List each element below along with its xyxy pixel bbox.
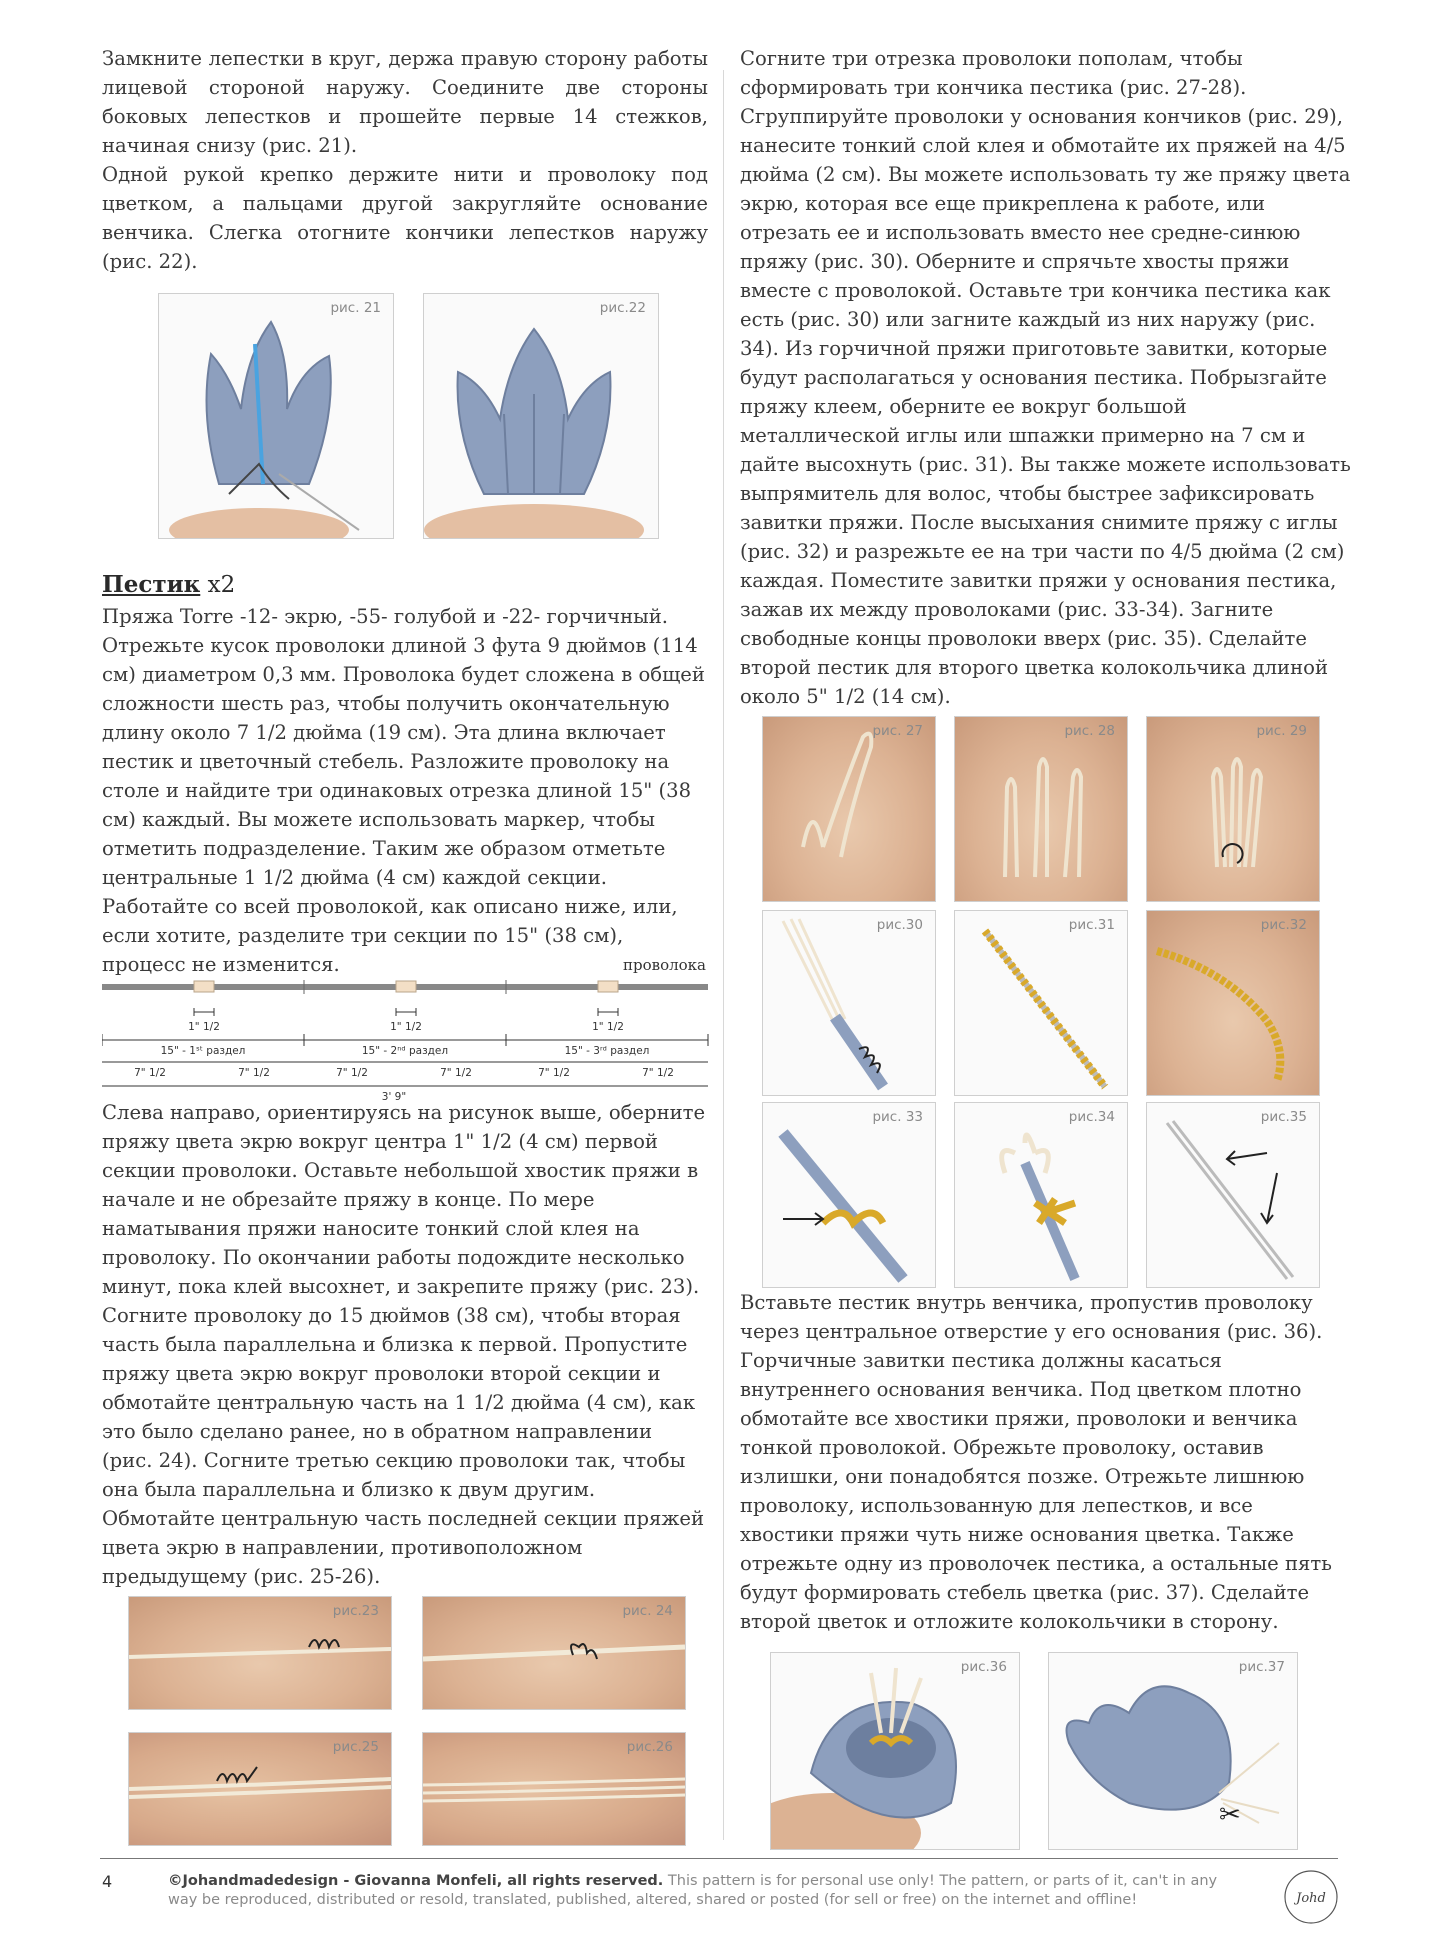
figure-23: [128, 1596, 392, 1710]
figure-33-label: рис. 33: [872, 1109, 923, 1125]
section-3-label: 15" - 3ʳᵈ раздел: [564, 1045, 650, 1057]
figure-29-label: рис. 29: [1256, 723, 1307, 739]
usage-notice: This pattern is for personal use only! The pattern, or parts of it, can't in any way be reproduced, distributed or resold, translated, published, altered, shared or posted (for sell or free) on the internet and offline!: [168, 1873, 1218, 1908]
figure-24-label: рис. 24: [622, 1603, 673, 1619]
pistil-section: [102, 552, 708, 979]
footer-rule: [100, 1858, 1338, 1859]
half-label-1: 7" 1/2: [134, 1067, 166, 1079]
figure-26-label: рис.26: [626, 1739, 673, 1755]
figure-23-label: рис.23: [332, 1603, 379, 1619]
figure-30: [762, 910, 936, 1096]
paragraph-insert-pistil: Вставьте пестик внутрь венчика, пропустив проволоку через центральное отверстие у его основания (рис. 36). Горчичные завитки пестика должны касаться внутреннего основания венчика. Под цветком плотно обмотайте все хвостики пряжи, проволоки и венчика тонкой проволокой. Обрежьте проволоку, оставив излишки, они понадобятся позже. Отрежьте лишнюю проволоку, использованную для лепестков, и все хвостики пряжи чуть ниже основания цветка. Также отрежьте одну из проволочек пестика, а остальные пять будут формировать стебель цветка (рис. 37). Сделайте второй цветок и отложите колокольчики в сторону.: [740, 1291, 1332, 1633]
pistil-photo: [955, 717, 1127, 901]
figure-21-label: рис. 21: [330, 300, 381, 316]
half-label-4: 7" 1/2: [440, 1067, 472, 1079]
column-divider: [723, 70, 724, 1840]
half-label-3: 7" 1/2: [336, 1067, 368, 1079]
figure-37-label: рис.37: [1238, 1659, 1285, 1675]
wire-photo: [1147, 1103, 1319, 1287]
total-length-label: 3' 9": [381, 1091, 407, 1103]
section-heading: [102, 570, 708, 600]
figure-29: [1146, 716, 1320, 902]
paragraph-close-petals: Замкните лепестки в круг, держа правую сторону работы лицевой стороной наружу. Соедините две стороны боковых лепестков и прошейте первые 14 стежков, начиная снизу (рис. 21).: [102, 47, 708, 157]
center-label-2: 1" 1/2: [390, 1021, 422, 1033]
pistil-photo: [955, 1103, 1127, 1287]
section-1-label: 15" - 1ˢᵗ раздел: [160, 1045, 246, 1057]
page-number: 4: [102, 1872, 113, 1891]
curl-photo: [1147, 911, 1319, 1095]
wire-diagram: [102, 954, 710, 1106]
half-label-5: 7" 1/2: [538, 1067, 570, 1079]
figure-36: [770, 1652, 1020, 1850]
figure-32: [1146, 910, 1320, 1096]
paragraph-materials: Пряжа Torre -12- экрю, -55- голубой и -22- горчичный. Отрежьте кусок проволоки длиной 3 фута 9 дюймов (114 см) диаметром 0,3 мм. Проволока будет сложена в общей сложности шесть раз, чтобы получить окончательную длину около 7 1/2 дюйма (19 см). Эта длина включает пестик и цветочный стебель. Разложите проволоку на столе и найдите три одинаковых отрезка длиной 15" (38 см) каждый. Вы можете использовать маркер, чтобы отметить подразделение. Таким же образом отметьте центральные 1 1/2 дюйма (4 см) каждой секции. Работайте со всей проволокой, как описано ниже, или, если хотите, разделите три секции по 15" (38 см), процесс не изменится.: [102, 605, 705, 976]
needle-photo: [955, 911, 1127, 1095]
figure-22-label: рис.22: [599, 300, 646, 316]
center-label-3: 1" 1/2: [592, 1021, 624, 1033]
figure-31: [954, 910, 1128, 1096]
figure-21: [158, 293, 394, 539]
wire-diagram-svg: [102, 954, 710, 1106]
figure-35-label: рис.35: [1260, 1109, 1307, 1125]
figure-27: [762, 716, 936, 902]
figure-24: [422, 1596, 686, 1710]
figure-30-label: рис.30: [876, 917, 923, 933]
pistil-photo: [1147, 717, 1319, 901]
figure-25: [128, 1732, 392, 1846]
right-column: [740, 44, 1352, 711]
half-label-6: 7" 1/2: [642, 1067, 674, 1079]
footer: [0, 1858, 1440, 1936]
copyright-owner: ©Johandmadedesign - Giovanna Monfeli, all rights reserved.: [168, 1873, 664, 1889]
figure-28: [954, 716, 1128, 902]
figure-33: [762, 1102, 936, 1288]
figure-22: [423, 293, 659, 539]
half-label-2: 7" 1/2: [238, 1067, 270, 1079]
figure-32-label: рис.32: [1260, 917, 1307, 933]
figure-34: [954, 1102, 1128, 1288]
figure-28-label: рис. 28: [1064, 723, 1115, 739]
brand-logo: [1282, 1868, 1340, 1926]
bellflower-image: [159, 294, 393, 538]
center-label-1: 1" 1/2: [188, 1021, 220, 1033]
figure-27-label: рис. 27: [872, 723, 923, 739]
section-heading-count: х2: [207, 572, 236, 598]
pistil-photo: [763, 911, 935, 1095]
figure-37: [1048, 1652, 1298, 1850]
figure-26: [422, 1732, 686, 1846]
left-column-bottom: [102, 1098, 708, 1591]
figure-31-label: рис.31: [1068, 917, 1115, 933]
figure-34-label: рис.34: [1068, 1109, 1115, 1125]
pistil-photo: [763, 1103, 935, 1287]
svg-text:✂: ✂: [1219, 1800, 1241, 1830]
figure-36-label: рис.36: [960, 1659, 1007, 1675]
pistil-photo: [763, 717, 935, 901]
section-2-label: 15" - 2ⁿᵈ раздел: [361, 1045, 449, 1057]
bellflower-image: [771, 1653, 1019, 1849]
copyright-notice: [168, 1872, 1248, 1910]
section-heading-title: Пестик: [102, 571, 201, 598]
wire-label: проволока: [623, 956, 706, 974]
figure-35: [1146, 1102, 1320, 1288]
paragraph-wrap-wire: Слева направо, ориентируясь на рисунок выше, оберните пряжу цвета экрю вокруг центра 1" 1/2 (4 см) первой секции проволоки. Оставьте небольшой хвостик пряжи в начале и не обрезайте пряжу в конце. По мере наматывания пряжи наносите тонкий слой клея на проволоку. По окончании работы подождите несколько минут, пока клей высохнет, и закрепите пряжу (рис. 23). Согните проволоку до 15 дюймов (38 см), чтобы вторая часть была параллельна и близка к первой. Пропустите пряжу цвета экрю вокруг проволоки второй секции и обмотайте центральную часть на 1 1/2 дюйма (4 см), как это было сделано ранее, но в обратном направлении (рис. 24). Согните третью секцию проволоки так, чтобы она была параллельна и близко к двум другим. Обмотайте центральную часть последней секции пряжей цвета экрю в направлении, противоположном предыдущему (рис. 25-26).: [102, 1101, 706, 1588]
left-column: [102, 44, 708, 276]
paragraph-form-pistil: Согните три отрезка проволоки пополам, чтобы сформировать три кончика пестика (рис. 27-28). Сгруппируйте проволоки у основания кончиков (рис. 29), нанесите тонкий слой клея и обмотайте их пряжей на 4/5 дюйма (2 см). Вы можете использовать ту же пряжу цвета экрю, которая все еще прикреплена к работе, или отрезать ее и использовать вместо нее средне-синюю пряжу (рис. 30). Оберните и спрячьте хвосты пряжи вместе с проволокой. Оставьте три кончика пестика как есть (рис. 30) или загните каждый из них наружу (рис. 34). Из горчичной пряжи приготовьте завитки, которые будут располагаться у основания пестика. Побрызгайте пряжу клеем, оберните ее вокруг большой металлической иглы или шпажки примерно на 7 см и дайте высохнуть (рис. 31). Вы также можете использовать выпрямитель для волос, чтобы быстрее зафиксировать завитки пряжи. После высыхания снимите пряжу с иглы (рис. 32) и разрежьте ее на три части по 4/5 дюйма (2 см) каждая. Поместите завитки пряжи у основания пестика, зажав их между проволоками (рис. 33-34). Загните свободные концы проволоки вверх (рис. 35). Сделайте второй пестик для второго цветка колокольчика длиной около 5" 1/2 (14 см).: [740, 47, 1351, 708]
bellflower-image: [424, 294, 658, 538]
logo-text: Johd: [1296, 1891, 1326, 1906]
bellflower-image: [1049, 1653, 1297, 1849]
paragraph-shape-base: Одной рукой крепко держите нити и проволоку под цветком, а пальцами другой закругляйте основание венчика. Слегка отогните кончики лепестков наружу (рис. 22).: [102, 163, 708, 273]
right-column-bottom: [740, 1288, 1352, 1636]
figure-25-label: рис.25: [332, 1739, 379, 1755]
